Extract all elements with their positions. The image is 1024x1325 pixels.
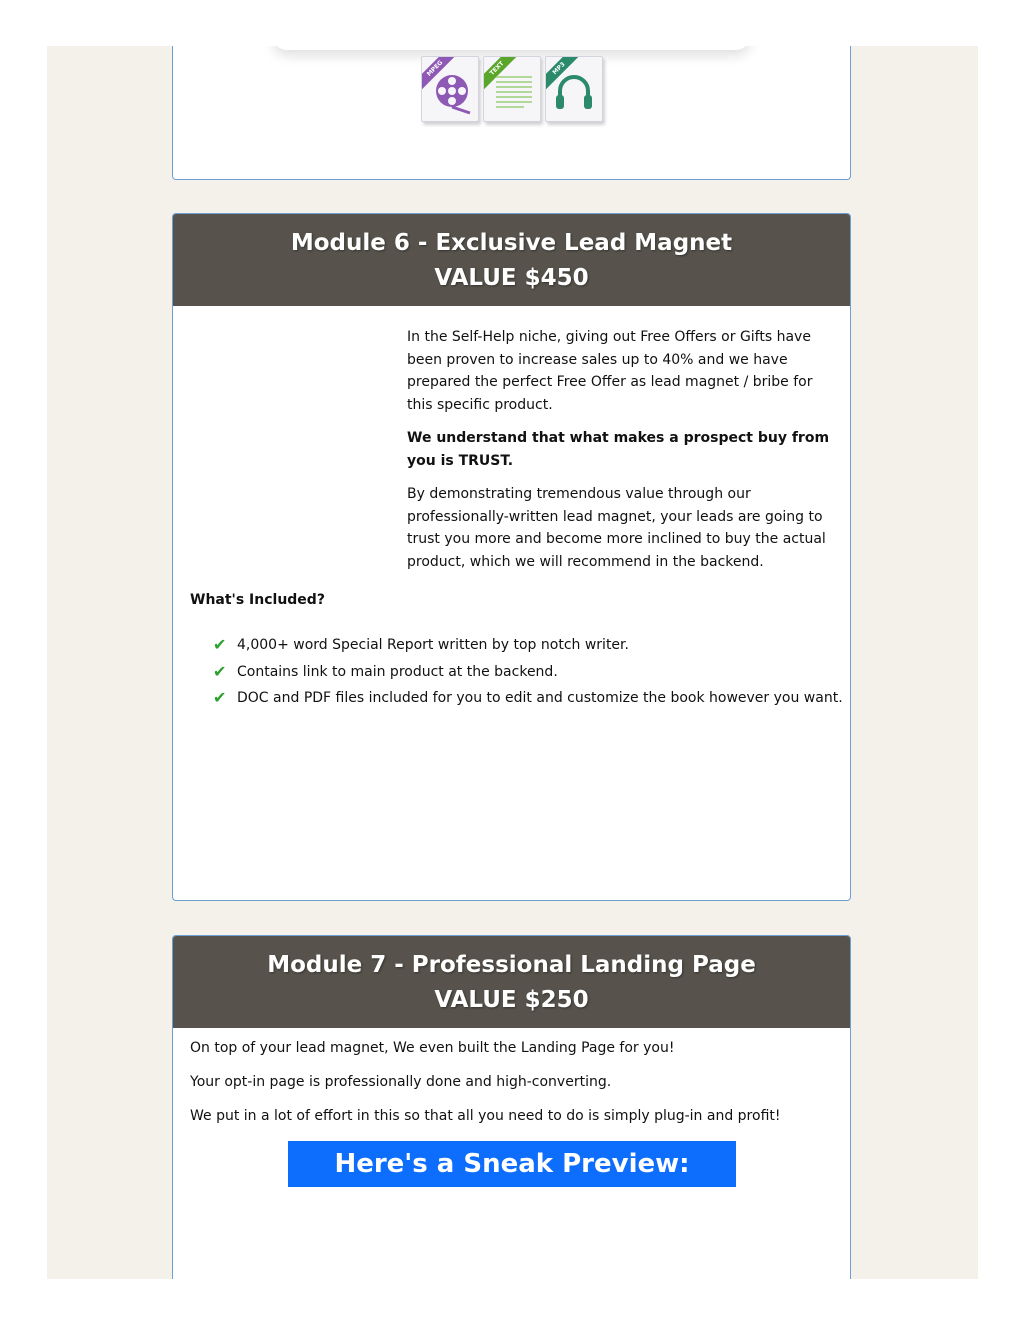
module-7-value: VALUE $250 — [434, 987, 589, 1013]
landing-paragraph: Your opt-in page is professionally done and high-converting. — [190, 1074, 612, 1090]
product-image-shadow — [273, 46, 750, 50]
checkmark-icon: ✔ — [213, 635, 227, 654]
trust-paragraph: We understand that what makes a prospect buy from you is TRUST. — [407, 430, 830, 469]
text-ribbon-label: TEXT — [483, 56, 520, 91]
module-6-header — [173, 214, 850, 306]
mp3-file-icon — [545, 56, 603, 122]
mpeg-ribbon-label: MPEG — [421, 56, 458, 91]
video-reel-icon — [422, 57, 478, 121]
text-file-icon — [483, 56, 541, 122]
landing-paragraph: On top of your lead magnet, We even built the Landing Page for you! — [190, 1040, 675, 1056]
module-6-value: VALUE $450 — [434, 265, 589, 291]
mpeg-file-icon — [421, 56, 479, 122]
list-item-text: 4,000+ word Special Report written by top notch writer. — [237, 637, 629, 653]
sneak-preview-banner: Here's a Sneak Preview: — [288, 1141, 736, 1187]
mp3-ribbon-label: MP3 — [545, 56, 582, 91]
headphones-icon — [546, 57, 602, 121]
checkmark-icon: ✔ — [213, 661, 227, 681]
description-paragraph: By demonstrating tremendous value through our professionally-written lead magnet, your leads are going to trust you more and become more inclined to buy the actual product, which we will recommend in the backend. — [407, 486, 826, 570]
module-6-description — [407, 326, 839, 584]
checkmark-icon: ✔ — [213, 688, 227, 707]
description-paragraph: In the Self-Help niche, giving out Free Offers or Gifts have been proven to increase sales up to 40% and we have prepared the perfect Free Offer as lead magnet / bribe for this specific product. — [407, 329, 813, 413]
module-6-card — [172, 213, 851, 901]
module-7-header — [173, 936, 850, 1028]
list-item — [213, 685, 843, 712]
module-7-title: Module 7 - Professional Landing Page — [267, 952, 756, 978]
list-item — [213, 659, 843, 686]
file-format-icons — [421, 56, 603, 122]
text-document-icon — [484, 57, 540, 121]
list-item — [213, 632, 843, 659]
module-7-card — [172, 935, 851, 1279]
page-background — [47, 46, 978, 1279]
list-item-text: DOC and PDF files included for you to edit and customize the book however you want. — [237, 690, 843, 706]
landing-paragraph: We put in a lot of effort in this so that all you need to do is simply plug-in and profit! — [190, 1108, 781, 1124]
previous-module-card — [172, 46, 851, 180]
included-list — [213, 632, 843, 712]
whats-included-label: What's Included? — [190, 592, 325, 608]
module-6-title: Module 6 - Exclusive Lead Magnet — [290, 230, 733, 256]
list-item-text: Contains link to main product at the backend. — [237, 663, 558, 680]
